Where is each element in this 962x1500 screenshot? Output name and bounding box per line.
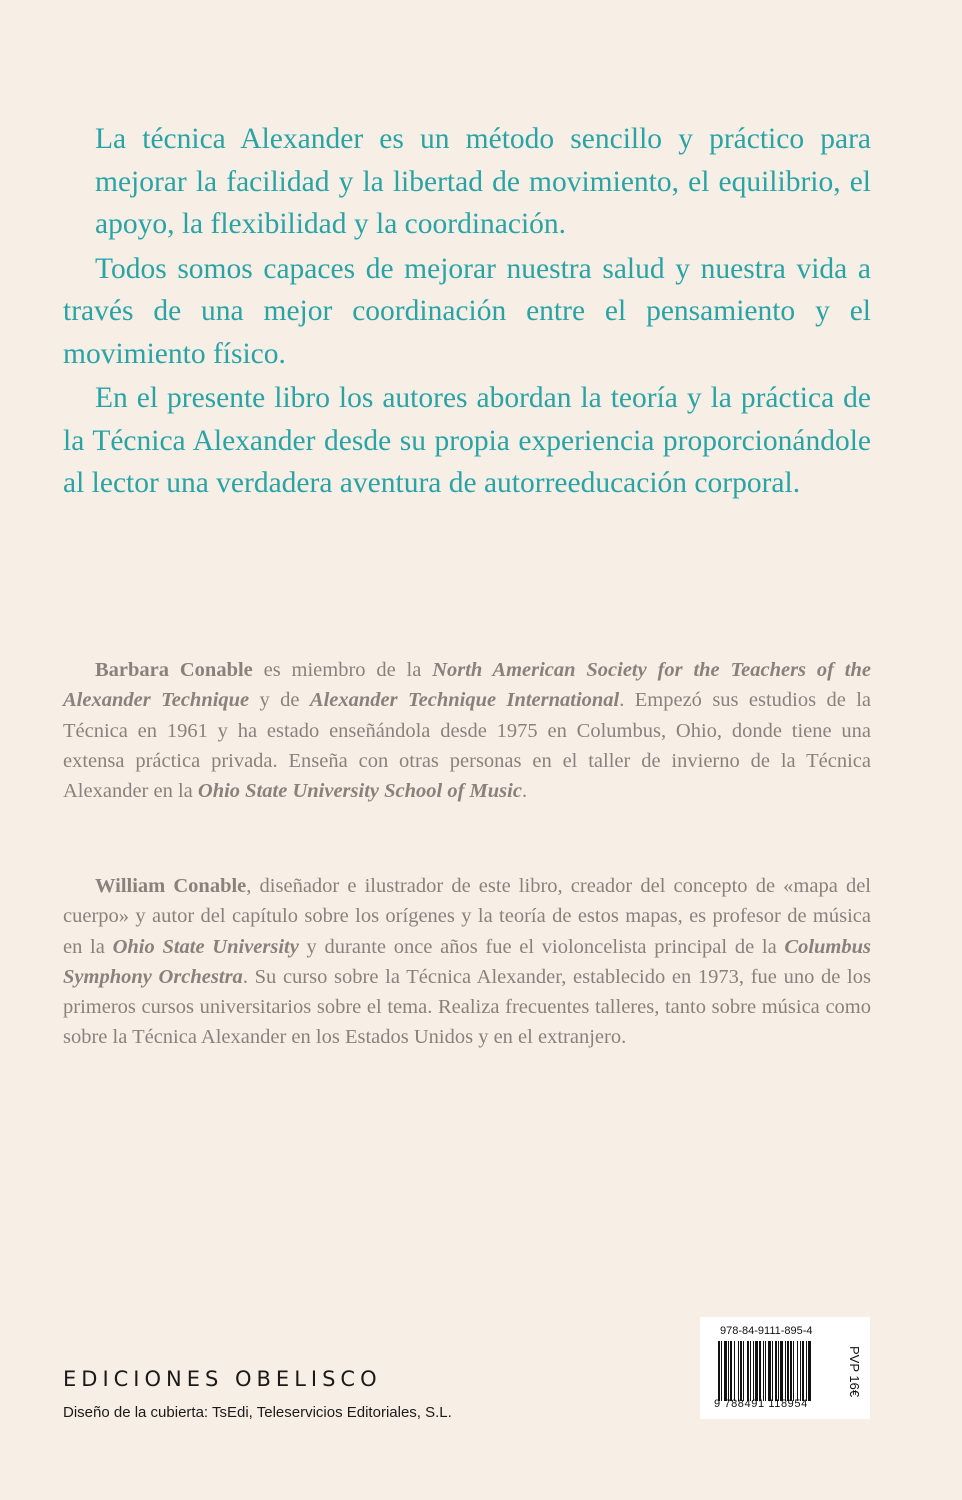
barcode-bar xyxy=(734,1341,735,1401)
barcode-bar xyxy=(753,1341,754,1401)
barcode-bar xyxy=(775,1341,777,1401)
bio-text: . Su curso sobre la Técnica Alexander, establecido en 1973, fue uno de los primeros cursos universitarios sobre el tema. Realiza frecuentes talleres, tanto sobre música como sobre la Técnica Alexander en los Estados Unidos y en el extranjero. xyxy=(63,965,871,1049)
barcode-bar xyxy=(765,1341,766,1401)
barcode-bar xyxy=(806,1341,807,1401)
price-label: PVP 16€ xyxy=(847,1346,862,1398)
barcode-bar xyxy=(740,1341,742,1401)
barcode-digits: 9 788491 118954 xyxy=(714,1398,808,1410)
barcode-bar xyxy=(728,1341,729,1401)
barcode-bar xyxy=(768,1341,771,1401)
barcode-bar xyxy=(743,1341,744,1401)
barcode-bar xyxy=(800,1341,801,1401)
barcode-bar xyxy=(763,1341,764,1401)
intro-text xyxy=(63,118,871,507)
barcode-bar xyxy=(787,1341,789,1401)
barcode-bar xyxy=(724,1341,727,1401)
bio-text: . Empezó sus estudios de la Técnica en 1961 y ha estado enseñándola desde 1975 en Columbus, Ohio, donde tiene una extensa práctica privada. Enseña con otras personas en el taller de invierno de la Técnica Alexander en la xyxy=(63,689,871,803)
barcode-bar xyxy=(730,1341,732,1401)
isbn-number: 978-84-9111-895-4 xyxy=(720,1325,813,1337)
organization-name: Ohio State University School of Music xyxy=(197,780,522,803)
barcode-bar xyxy=(797,1341,798,1401)
barcode-bar xyxy=(750,1341,751,1401)
barcode-bar xyxy=(718,1341,720,1401)
barcode-bar xyxy=(738,1341,739,1401)
barcode-bar xyxy=(790,1341,792,1401)
barcode-bar xyxy=(747,1341,749,1401)
cover-design-credits: Diseño de la cubierta: TsEdi, Teleservicios Editoriales, S.L. xyxy=(63,1404,452,1421)
barcode-bar xyxy=(755,1341,758,1401)
intro-paragraph-1: La técnica Alexander es un método sencillo y práctico para mejorar la facilidad y la libertad de movimiento, el equilibrio, el apoyo, la flexibilidad y la coordinación. xyxy=(95,123,871,240)
barcode-bar xyxy=(785,1341,786,1401)
bio-text: , diseñador e ilustrador de este libro, creador del concepto de «mapa del cuerpo» y autor del capítulo sobre los orígenes y la teoría de estos mapas, es profesor de música en la xyxy=(63,875,871,958)
barcode-bar xyxy=(793,1341,794,1401)
bio-text: y de xyxy=(249,689,310,712)
intro-paragraph-2: Todos somos capaces de mejorar nuestra salud y nuestra vida a través de una mejor coordinación entre el pensamiento y el movimiento físico. xyxy=(63,252,871,370)
organization-name: Alexander Technique International xyxy=(309,689,620,712)
organization-name: Ohio State University xyxy=(112,935,299,958)
author-name: William Conable xyxy=(95,875,247,897)
barcode-bar xyxy=(721,1341,722,1401)
author-name: Barbara Conable xyxy=(95,659,253,681)
bio-text: es miembro de la xyxy=(252,659,433,681)
publisher-name: EDICIONES OBELISCO xyxy=(63,1367,382,1391)
isbn-barcode xyxy=(700,1317,870,1419)
barcode-bar xyxy=(778,1341,779,1401)
intro-paragraph-3: En el presente libro los autores abordan la teoría y la práctica de la Técnica Alexander desde su propia experiencia proporcionándole al lector una verdadera aventura de autorreeducación corporal. xyxy=(63,382,871,499)
bio-text: . xyxy=(521,780,528,803)
barcode-bar xyxy=(759,1341,761,1401)
barcode-bar xyxy=(808,1341,811,1401)
organization-name: North American Society for the Teachers of the Alexander Technique xyxy=(63,659,871,712)
barcode-bar xyxy=(780,1341,783,1401)
author-bio-william xyxy=(63,871,871,1053)
bio-text: y durante once años fue el violoncelista principal de la xyxy=(298,935,785,958)
barcode-bar xyxy=(802,1341,804,1401)
barcode-bars xyxy=(718,1341,838,1401)
barcode-bar xyxy=(772,1341,773,1401)
organization-name: Columbus Symphony Orchestra xyxy=(63,935,871,988)
author-bio-barbara xyxy=(63,655,871,806)
